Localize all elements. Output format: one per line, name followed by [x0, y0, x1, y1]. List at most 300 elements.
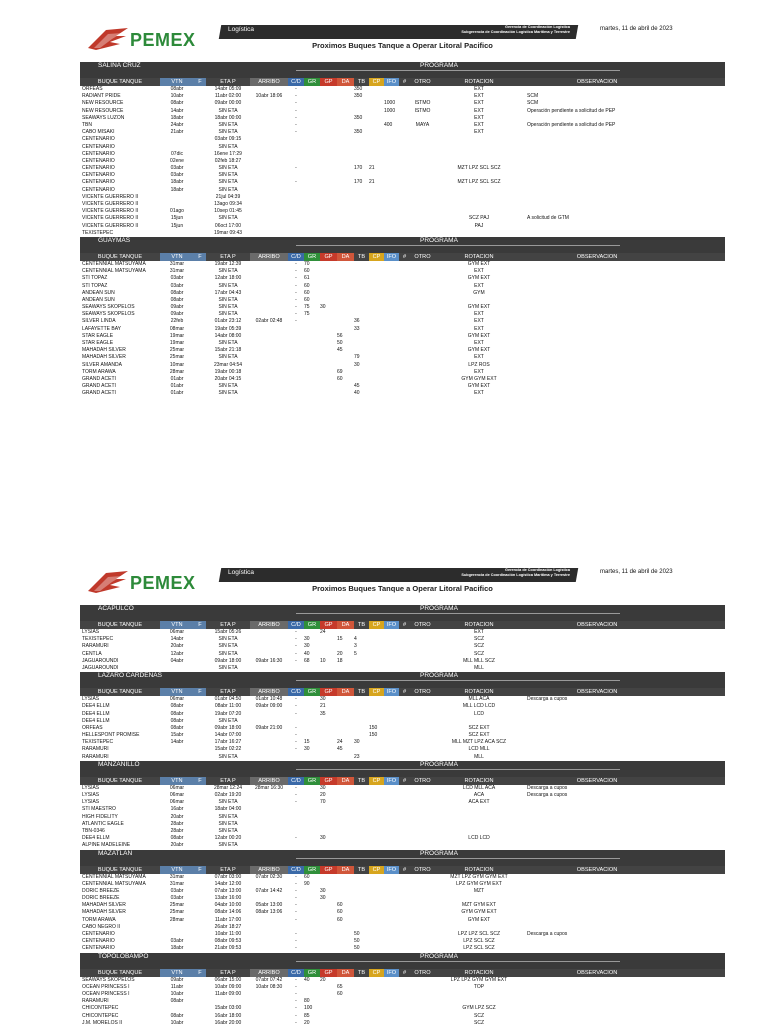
- cell-cp: [369, 158, 384, 165]
- cell-eta: 07abr 13:00: [214, 887, 242, 894]
- cell-otro: [410, 354, 435, 361]
- cell-f: [194, 1020, 206, 1027]
- cell-cp: [369, 297, 384, 304]
- cell-gr: 60: [304, 268, 310, 275]
- table-row: [80, 230, 725, 237]
- cell-num: [399, 100, 410, 107]
- cell-cd: [288, 151, 304, 158]
- cell-cp: [369, 172, 384, 179]
- cell-cp: [369, 881, 384, 888]
- cell-cp: [369, 792, 384, 799]
- cell-cp: [369, 1020, 384, 1027]
- cell-gp: [320, 1020, 337, 1027]
- port-header-bar: [80, 605, 725, 621]
- cell-eta: 02abr 19:20: [214, 792, 242, 798]
- cell-gr: [304, 711, 320, 718]
- cell-obs: Operación pendiente a solicitud de PEP: [527, 121, 616, 128]
- cell-tb: [354, 991, 369, 998]
- cell-eta: 14abr 12:00: [214, 880, 242, 887]
- cell-eta: 23mar 04:54: [213, 361, 243, 368]
- cell-obs: [523, 938, 671, 945]
- cell-obs: [523, 651, 671, 658]
- report-page-2: [80, 567, 725, 1027]
- cell-cd: -: [295, 311, 297, 318]
- cell-f: [194, 828, 206, 835]
- cell-vtn: 28mar: [169, 368, 185, 375]
- cell-cp: [369, 283, 384, 290]
- cell-gr: [304, 347, 320, 354]
- cell-buque: SEAWAYS SKOPELOS: [82, 304, 135, 311]
- column-header-num: #: [402, 622, 407, 628]
- port-name: GUAYMAS: [98, 236, 131, 244]
- cell-rot: SCZ: [474, 650, 484, 657]
- cell-cp: 21: [369, 179, 375, 186]
- table-row: [80, 376, 725, 383]
- cell-f: [194, 658, 206, 665]
- cell-cd: -: [295, 304, 297, 311]
- cell-rot: EXT: [474, 86, 484, 92]
- cell-rot: [435, 924, 523, 931]
- cell-f: [194, 311, 206, 318]
- cell-cp: [369, 215, 384, 222]
- table-row: [80, 129, 725, 136]
- cell-eta: 11abr 17:00: [214, 916, 242, 923]
- cell-gr: [304, 629, 320, 636]
- cell-obs: [523, 201, 671, 208]
- cell-tb: [354, 984, 369, 991]
- cell-arribo: 07abr 02:30: [255, 873, 283, 880]
- cell-cp: [369, 230, 384, 237]
- cell-vtn: 06mar: [169, 792, 185, 798]
- table-row: [80, 223, 725, 230]
- column-header-ifo: IFO: [384, 621, 399, 629]
- column-header-gp: GP: [320, 621, 337, 629]
- cell-gp: [320, 909, 337, 916]
- cell-tb: [354, 311, 369, 318]
- cell-tb: [354, 223, 369, 230]
- cell-cp: [369, 383, 384, 390]
- cell-f: [194, 643, 206, 650]
- cell-arribo: [250, 746, 288, 753]
- column-header-arribo: ARRIBO: [250, 777, 288, 785]
- cell-da: 60: [337, 990, 343, 997]
- cell-tb: 23: [354, 753, 360, 760]
- cell-arribo: [250, 223, 288, 230]
- cell-vtn: 08abr: [170, 289, 184, 296]
- cell-f: [194, 187, 206, 194]
- cell-gr: [304, 924, 320, 931]
- cell-num: [399, 283, 410, 290]
- cell-arribo: [250, 1005, 288, 1012]
- cell-eta: SIN ETA: [218, 813, 238, 820]
- cell-cd: -: [295, 739, 297, 746]
- cell-otro: [410, 881, 435, 888]
- programa-label: PROGRAMA: [420, 605, 458, 612]
- cell-cp: 150: [369, 724, 378, 731]
- cell-ifo: [384, 390, 399, 397]
- cell-obs: [523, 208, 671, 215]
- column-header-tb: TB: [357, 689, 366, 696]
- cell-rot: GYM EXT: [467, 347, 491, 354]
- cell-obs: [523, 179, 671, 186]
- cell-arribo: [250, 201, 288, 208]
- cell-gr: [304, 136, 320, 143]
- cell-da: [337, 201, 354, 208]
- cell-eta: 11abr 02:00: [214, 93, 242, 100]
- cell-gp: [320, 129, 337, 136]
- cell-cd: [288, 665, 304, 672]
- cell-gr: [304, 215, 320, 222]
- cell-cd: -: [295, 657, 297, 664]
- cell-buque: TEXISTEPEC: [82, 739, 114, 746]
- cell-f: [194, 390, 206, 397]
- column-header-rot: ROTACION: [464, 866, 494, 873]
- cell-otro: [410, 651, 435, 658]
- cell-arribo: [250, 895, 288, 902]
- cell-ifo: [384, 725, 399, 732]
- cell-vtn: 18abr: [170, 114, 184, 121]
- port-section: [80, 62, 725, 237]
- cell-tb: [354, 201, 369, 208]
- cell-cp: [369, 151, 384, 158]
- cell-f: [194, 696, 206, 703]
- table-row: [80, 806, 725, 813]
- cell-rot: [435, 230, 523, 237]
- table-row: [80, 179, 725, 186]
- cell-otro: [410, 746, 435, 753]
- cell-eta: SIN ETA: [218, 268, 238, 275]
- cell-eta: SIN ETA: [218, 121, 238, 128]
- cell-rot: MZT LPZ SCL SCZ: [457, 179, 501, 186]
- cell-da: [337, 390, 354, 397]
- cell-rot: MLL MZT LPZ ACA SCZ: [451, 739, 507, 746]
- column-header-num: #: [402, 689, 407, 696]
- cell-rot: [435, 718, 523, 725]
- cell-da: [337, 835, 354, 842]
- cell-buque: MAHADAH SILVER: [82, 347, 126, 354]
- cell-gp: [320, 311, 337, 318]
- cell-vtn: 24abr: [170, 121, 184, 128]
- cell-gp: [320, 354, 337, 361]
- cell-num: [399, 376, 410, 383]
- cell-arribo: [250, 842, 288, 849]
- cell-otro: [410, 179, 435, 186]
- cell-ifo: [384, 93, 399, 100]
- cell-gp: 30: [320, 696, 326, 703]
- cell-vtn: [160, 230, 194, 237]
- cell-ifo: [384, 718, 399, 725]
- cell-num: [399, 326, 410, 333]
- cell-otro: [410, 115, 435, 122]
- cell-otro: [410, 129, 435, 136]
- cell-cp: [369, 326, 384, 333]
- cell-ifo: [384, 977, 399, 984]
- cell-obs: [523, 917, 671, 924]
- cell-cp: [369, 144, 384, 151]
- cell-arribo: [250, 665, 288, 672]
- cell-tb: [354, 696, 369, 703]
- cell-otro: [410, 93, 435, 100]
- column-header-vtn: VTN: [160, 969, 194, 977]
- cell-vtn: 10abr: [170, 1019, 184, 1026]
- table-row: [80, 842, 725, 849]
- cell-cp: [369, 261, 384, 268]
- cell-obs: [523, 290, 671, 297]
- cell-otro: [410, 874, 435, 881]
- column-header-rot: ROTACION: [464, 253, 494, 260]
- cell-gr: [304, 362, 320, 369]
- cell-arribo: [250, 931, 288, 938]
- cell-eta: 06oct 17:00: [214, 222, 242, 229]
- cell-ifo: [384, 754, 399, 761]
- cell-gp: [320, 902, 337, 909]
- column-header-obs: OBSERVACION: [576, 969, 618, 976]
- cell-tb: [354, 194, 369, 201]
- cell-f: [194, 991, 206, 998]
- cell-rot: PAJ: [474, 222, 484, 229]
- cell-cd: -: [295, 902, 297, 909]
- table-row: [80, 165, 725, 172]
- cell-da: [337, 643, 354, 650]
- cell-vtn: 08abr: [170, 717, 184, 724]
- cell-tb: [354, 333, 369, 340]
- cell-tb: [354, 977, 369, 984]
- cell-vtn: 31mar: [169, 260, 185, 267]
- cell-ifo: [384, 304, 399, 311]
- cell-obs: Descarga a cupos: [527, 784, 568, 791]
- cell-buque: STI TOPAZ: [82, 282, 108, 289]
- cell-vtn: 28abr: [170, 820, 184, 827]
- cell-obs: [523, 275, 671, 282]
- cell-otro: [410, 283, 435, 290]
- cell-cd: -: [295, 636, 297, 643]
- cell-tb: [354, 297, 369, 304]
- cell-cp: [369, 129, 384, 136]
- table-row: [80, 158, 725, 165]
- cell-vtn: 03abr: [170, 938, 184, 945]
- cell-cd: -: [295, 983, 297, 990]
- table-row: [80, 151, 725, 158]
- cell-ifo: [384, 179, 399, 186]
- cell-cd: -: [295, 289, 297, 296]
- cell-ifo: [384, 275, 399, 282]
- cell-eta: 11abr 09:00: [214, 990, 242, 997]
- cell-da: 45: [337, 746, 343, 753]
- cell-num: [399, 304, 410, 311]
- cell-buque: STI TOPAZ: [82, 275, 108, 282]
- cell-gr: [304, 718, 320, 725]
- cell-otro: [410, 187, 435, 194]
- column-header-otro: OTRO: [414, 622, 431, 628]
- cell-cd: [288, 718, 304, 725]
- cell-buque: VICENTE GUERRERO II: [82, 208, 139, 215]
- cell-cp: [369, 739, 384, 746]
- cell-rot: EXT: [474, 629, 484, 635]
- cell-cp: [369, 268, 384, 275]
- table-row: [80, 208, 725, 215]
- cell-rot: SCZ: [474, 1019, 484, 1026]
- cell-da: [337, 208, 354, 215]
- cell-eta: SIN ETA: [218, 129, 238, 136]
- cell-cp: [369, 945, 384, 952]
- cell-eta: 17abr 16:27: [214, 739, 242, 746]
- cell-tb: [354, 376, 369, 383]
- cell-obs: [523, 383, 671, 390]
- cell-obs: [523, 828, 671, 835]
- cell-arribo: [250, 369, 288, 376]
- cell-obs: SCM: [527, 100, 539, 107]
- cell-eta: SIN ETA: [218, 340, 238, 346]
- cell-buque: CENTLA: [82, 650, 102, 657]
- cell-otro: [410, 144, 435, 151]
- cell-otro: [410, 629, 435, 636]
- cell-tb: [354, 290, 369, 297]
- cell-num: [399, 208, 410, 215]
- cell-gr: [304, 909, 320, 916]
- cell-vtn: 31mar: [169, 873, 185, 880]
- cell-vtn: [160, 194, 194, 201]
- cell-obs: [523, 991, 671, 998]
- cell-obs: [523, 895, 671, 902]
- column-header-num: #: [402, 79, 407, 85]
- cell-vtn: 20abr: [170, 842, 184, 849]
- cell-gp: [320, 814, 337, 821]
- cell-eta: 03abr 09:15: [214, 136, 242, 143]
- cell-eta: SIN ETA: [218, 215, 238, 222]
- column-header-eta: ETA P: [220, 622, 236, 628]
- cell-rot: MZT GYM EXT: [461, 902, 497, 909]
- cell-ifo: [384, 326, 399, 333]
- cell-f: [194, 290, 206, 297]
- cell-obs: [523, 984, 671, 991]
- table-row: [80, 1020, 725, 1027]
- cell-gr: [304, 931, 320, 938]
- cell-num: [399, 86, 410, 93]
- cell-tb: [354, 917, 369, 924]
- cell-num: [399, 909, 410, 916]
- cell-vtn: [160, 931, 194, 938]
- cell-tb: [354, 215, 369, 222]
- cell-cd: -: [295, 86, 297, 92]
- cell-otro: [410, 828, 435, 835]
- table-row: [80, 629, 725, 636]
- cell-gr: [304, 828, 320, 835]
- column-header-rot: ROTACION: [464, 969, 494, 976]
- cell-otro: ISTMO: [414, 107, 431, 114]
- cell-da: 69: [337, 368, 343, 375]
- cell-f: [194, 354, 206, 361]
- cell-rot: GYM EXT: [467, 260, 491, 267]
- cell-ifo: [384, 665, 399, 672]
- cell-gr: 60: [304, 873, 310, 880]
- cell-vtn: 16abr: [170, 806, 184, 813]
- cell-f: [194, 746, 206, 753]
- cell-gp: 30: [320, 895, 326, 902]
- column-header-arribo: ARRIBO: [250, 969, 288, 977]
- cell-obs: [523, 806, 671, 813]
- cell-tb: 79: [354, 354, 360, 361]
- cell-obs: [523, 369, 671, 376]
- cell-rot: GYM EXT: [467, 916, 491, 923]
- port-header-bar: [80, 237, 725, 253]
- cell-cd: -: [295, 260, 297, 267]
- cell-ifo: [384, 1013, 399, 1020]
- cell-eta: 15abr 02:22: [214, 746, 242, 753]
- cell-num: [399, 739, 410, 746]
- cell-gr: [304, 151, 320, 158]
- cell-ifo: [384, 129, 399, 136]
- cell-tb: [354, 924, 369, 931]
- cell-cp: [369, 991, 384, 998]
- cell-gp: [320, 725, 337, 732]
- cell-num: [399, 201, 410, 208]
- cell-cp: [369, 902, 384, 909]
- cell-num: [399, 115, 410, 122]
- cell-cd: [288, 924, 304, 931]
- cell-gp: [320, 208, 337, 215]
- cell-otro: [410, 326, 435, 333]
- cell-vtn: 06mar: [169, 629, 185, 635]
- cell-gp: [320, 754, 337, 761]
- cell-obs: [523, 746, 671, 753]
- cell-otro: [410, 376, 435, 383]
- column-header-rot: ROTACION: [464, 689, 494, 696]
- cell-gr: [304, 814, 320, 821]
- cell-vtn: [160, 136, 194, 143]
- programa-divider: [296, 245, 620, 246]
- port-name: MANZANILLO: [98, 760, 140, 768]
- cell-tb: [354, 785, 369, 792]
- cell-da: [337, 136, 354, 143]
- cell-otro: [410, 902, 435, 909]
- table-row: [80, 938, 725, 945]
- cell-rot: EXT: [474, 121, 484, 128]
- table-row: [80, 984, 725, 991]
- programa-label: PROGRAMA: [420, 760, 458, 768]
- cell-num: [399, 1020, 410, 1027]
- cell-tb: [354, 821, 369, 828]
- cell-buque: RARAMURI: [82, 753, 109, 760]
- cell-cp: [369, 390, 384, 397]
- cell-rot: EXT: [474, 268, 484, 275]
- cell-otro: [410, 991, 435, 998]
- cell-gr: [304, 100, 320, 107]
- cell-rot: SCZ PAJ: [468, 215, 490, 222]
- cell-ifo: [384, 658, 399, 665]
- cell-tb: [354, 909, 369, 916]
- cell-rot: SCZ: [474, 636, 484, 643]
- cell-cp: [369, 665, 384, 672]
- cell-cp: [369, 1005, 384, 1012]
- cell-f: [194, 703, 206, 710]
- cell-vtn: 01abr: [170, 383, 184, 390]
- cell-gp: [320, 165, 337, 172]
- cell-f: [194, 874, 206, 881]
- cell-gr: 60: [304, 296, 310, 303]
- cell-arribo: [250, 917, 288, 924]
- cell-gr: 68: [304, 657, 310, 664]
- cell-num: [399, 223, 410, 230]
- cell-tb: 50: [354, 931, 360, 937]
- cell-cd: [288, 326, 304, 333]
- cell-eta: [206, 998, 250, 1005]
- cell-obs: [523, 390, 671, 397]
- cell-f: [194, 665, 206, 672]
- cell-buque: CABO MISAKI: [82, 129, 115, 136]
- cell-f: [194, 732, 206, 739]
- table-row: [80, 991, 725, 998]
- table-row: [80, 340, 725, 347]
